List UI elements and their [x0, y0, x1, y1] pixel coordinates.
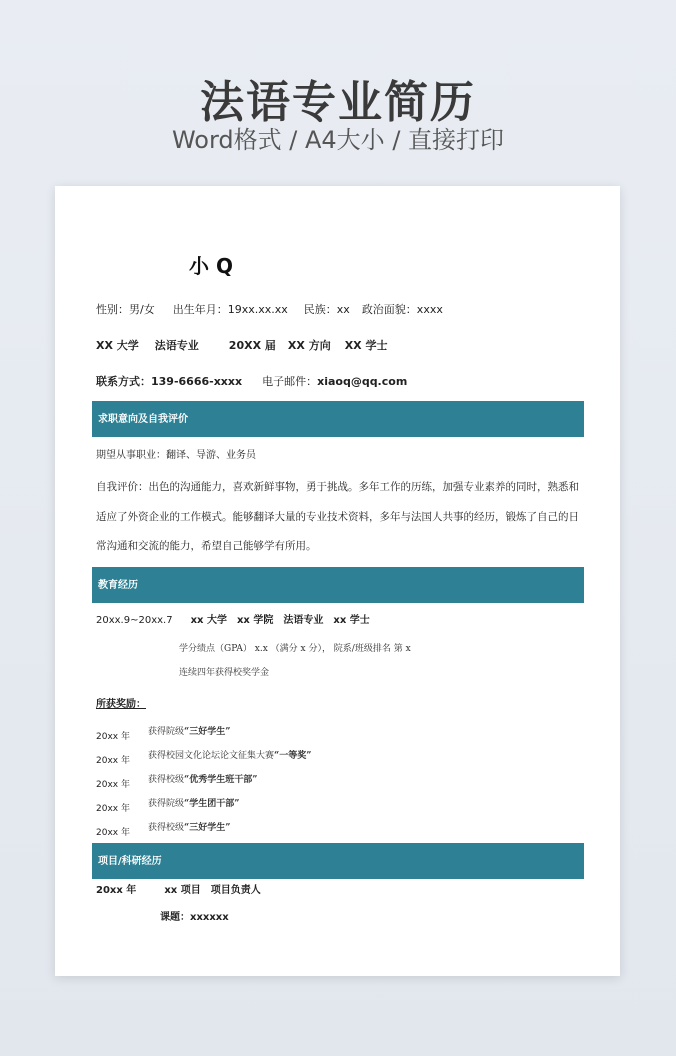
project-name: xx 项目 [164, 885, 201, 896]
award-year: 20xx 年 [96, 756, 130, 766]
award-name: “三好学生” [184, 823, 231, 833]
basic-info-row [96, 301, 443, 317]
award-name: “学生团干部” [184, 799, 240, 809]
award-prefix: 获得院级 [148, 799, 185, 809]
project-role: 项目负责人 [210, 885, 261, 896]
education-period: 20xx.9~20xx.7 [96, 615, 173, 626]
awards-list [96, 724, 312, 844]
award-text [148, 820, 230, 833]
desired-job: 期望从事职业：翻译、导游、业务员 [96, 450, 256, 461]
education-summary-row [96, 337, 388, 353]
award-item [96, 772, 258, 796]
hero-title: 法语专业简历 [200, 77, 476, 128]
award-year: 20xx 年 [96, 804, 130, 814]
section-objective [92, 401, 584, 437]
award-year: 20xx 年 [96, 780, 130, 790]
section-objective-title: 求职意向及自我评价 [98, 414, 188, 425]
major: 法语专业 [154, 339, 199, 352]
awards-title: 所获奖励： [96, 699, 146, 710]
political-status: 政治面貌：xxxx [361, 303, 443, 316]
award-prefix: 获得校园文化论坛论文征集大赛 [148, 751, 275, 761]
section-project [92, 843, 584, 879]
resume-name: 小 Q [189, 254, 233, 278]
degree: XX 学士 [344, 339, 388, 352]
hero-subtitle: Word格式 / A4大小 / 直接打印 [171, 126, 505, 154]
education-school: xx 大学 [190, 615, 227, 626]
ethnicity: 民族：xx [303, 303, 350, 316]
award-item [96, 724, 231, 748]
award-prefix: 获得校级 [148, 775, 185, 785]
award-item [96, 796, 240, 820]
gender: 性别：男/女 [96, 303, 155, 316]
education-entry [96, 611, 370, 626]
education-major: 法语专业 [283, 615, 324, 626]
award-text [148, 748, 311, 761]
graduation-year: 20XX 届 [228, 339, 276, 352]
award-prefix: 获得院级 [148, 727, 185, 737]
section-education [92, 567, 584, 603]
award-year: 20xx 年 [96, 828, 130, 838]
award-text [148, 772, 257, 785]
scholarship-line: 连续四年获得校奖学金 [179, 668, 270, 678]
contact-row [96, 373, 407, 389]
project-year: 20xx 年 [96, 885, 137, 896]
award-name: “三好学生” [184, 727, 231, 737]
birth-date: 出生年月：19xx.xx.xx [172, 303, 288, 316]
self-evaluation: 自我评价：出色的沟通能力，喜欢新鲜事物，勇于挑战。多年工作的历练，加强专业素养的同时，熟悉和适应了外资企业的工作模式。能够翻译大量的专业技术资料，多年与法国人共事的经历，锻炼了自己的日常沟通和交流的能力，希望自己能够学有所用。 [96, 481, 579, 552]
education-degree: xx 学士 [333, 615, 370, 626]
award-text [148, 724, 230, 737]
award-name: “一等奖” [274, 751, 312, 761]
project-entry [96, 881, 261, 896]
section-project-title: 项目/科研经历 [98, 856, 162, 867]
award-text [148, 796, 239, 809]
phone: 联系方式：139-6666-xxxx [96, 375, 243, 388]
education-college: xx 学院 [236, 615, 274, 626]
award-prefix: 获得校级 [148, 823, 185, 833]
school: XX 大学 [96, 339, 139, 352]
direction: XX 方向 [287, 339, 331, 352]
section-education-title: 教育经历 [98, 580, 138, 591]
gpa-line: 学分绩点（GPA） x.x （满分 x 分）， 院系/班级排名 第 x [179, 644, 411, 654]
award-item [96, 820, 231, 844]
award-item [96, 748, 312, 772]
email-label: 电子邮件： [262, 375, 318, 388]
project-topic: 课题：xxxxxx [160, 912, 229, 923]
award-name: “优秀学生班干部” [184, 775, 258, 785]
resume-page [55, 186, 620, 976]
award-year: 20xx 年 [96, 732, 130, 742]
email: xiaoq@qq.com [317, 375, 408, 388]
